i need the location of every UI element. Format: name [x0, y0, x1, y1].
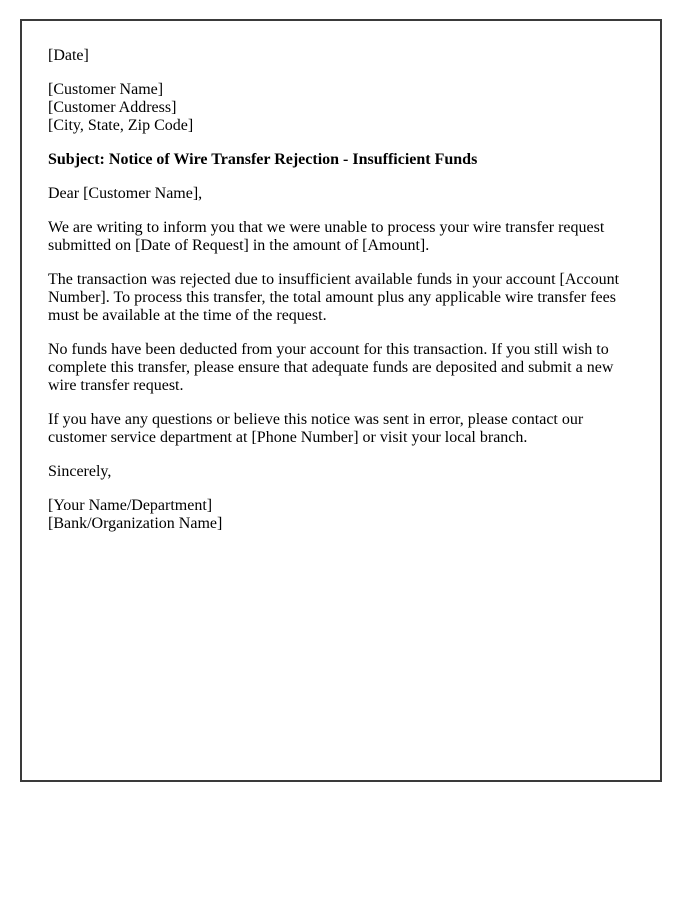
subject-line: Subject: Notice of Wire Transfer Rejection - Insufficient Funds: [48, 151, 478, 168]
salutation: Dear [Customer Name],: [48, 185, 203, 202]
recipient-city-state-zip-placeholder: [City, State, Zip Code]: [48, 117, 194, 134]
signature-org-placeholder: [Bank/Organization Name]: [48, 515, 223, 532]
body-paragraph-rejection-reason: The transaction was rejected due to insufficient available funds in your account [Account Number]. To process this transfer, the total amount plus any applicable wire transfer fees must be available at the time of the request.: [48, 271, 620, 324]
letter-page: [20, 19, 662, 782]
body-paragraph-unable-to-process: We are writing to inform you that we were unable to process your wire transfer request submitted on [Date of Request] in the amount of [Amount].: [48, 219, 605, 254]
recipient-name-placeholder: [Customer Name]: [48, 81, 164, 98]
body-paragraph-contact-info: If you have any questions or believe this notice was sent in error, please contact our customer service department at [Phone Number] or visit your local branch.: [48, 411, 584, 446]
recipient-address-placeholder: [Customer Address]: [48, 99, 177, 116]
recipient-address-block: [48, 81, 634, 135]
date-placeholder: [Date]: [48, 47, 89, 64]
signature-name-placeholder: [Your Name/Department]: [48, 497, 213, 514]
closing: Sincerely,: [48, 463, 112, 480]
signature-block: [48, 497, 634, 533]
body-paragraph-no-funds-deducted: No funds have been deducted from your account for this transaction. If you still wish to complete this transfer, please ensure that adequate funds are deposited and submit a new wire transfer request.: [48, 341, 614, 394]
